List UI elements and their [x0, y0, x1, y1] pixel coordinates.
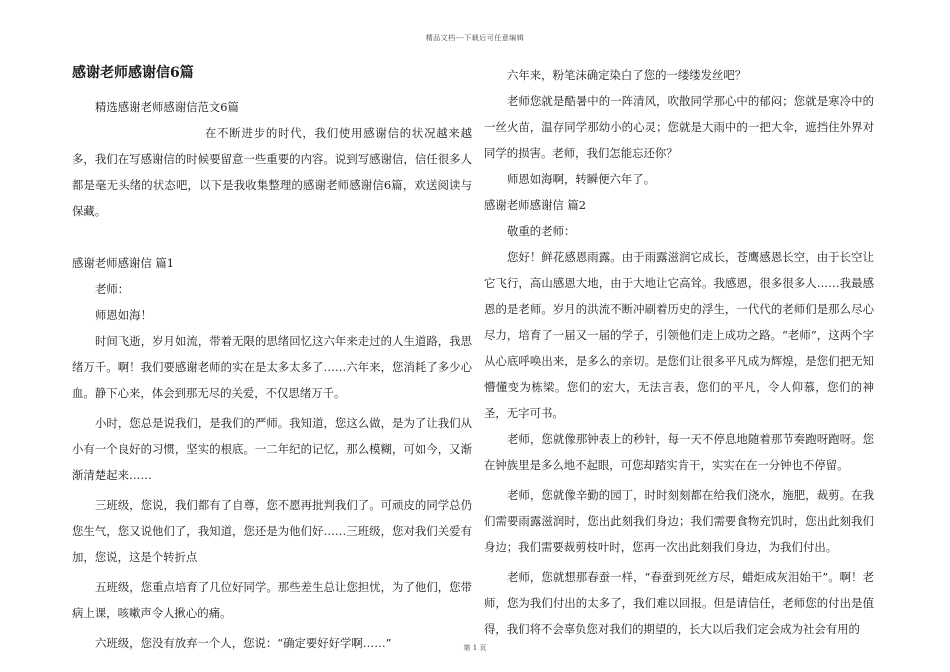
intro-paragraph: 在不断进步的时代，我们使用感谢信的状况越来越多，我们在写感谢信的时候要留意一些重要的内容。说到写感谢信，信任很多人都是毫无头绪的状态吧，以下是我收集整理的感谢老师感谢信6篇，欢送阅读与保藏。 [72, 126, 472, 218]
right-column [484, 62, 874, 642]
paragraph: 老师，您就像那钟表上的秒针，每一天不停息地随着那节奏跑呀跑呀。您在钟族里是多么地不起眼，可您却踏实肯干，实实在在一分钟也不停留。 [484, 432, 874, 472]
paragraph: 六班级，您没有放弃一个人，您说：“确定要好好学啊……” [95, 636, 392, 650]
paragraph: 老师，您就想那春蚕一样，“春蚕到死丝方尽，蜡炬成灰泪始干”。啊！老师，您为我们付出的太多了，我们难以回报。但是请信任，老师您的付出是值得，我们将不会辜负您对我们的期望的，长大以后我们定会成为社会有用的 [484, 570, 874, 636]
paragraph: 三班级，您说，我们都有了自尊，您不愿再批判我们了。可顽皮的同学总仍您生气，您又说他们了，我知道，您还是为他们好……三班级，您对我们关爱有加，您说，这是个转折点 [72, 498, 472, 564]
paragraph: 师恩如海啊，转瞬便六年了。 [507, 172, 656, 186]
page-header: 精品文档---下载后可任意编辑 [425, 34, 525, 42]
salutation: 敬重的老师： [507, 224, 576, 238]
paragraph: 时间飞逝，岁月如流，带着无限的思绪回忆这六年来走过的人生道路，我思绪万千。啊！我们要感谢老师的实在是太多太多了……六年来，您消耗了多少心血。静下心来，体会到那无尽的关爱，不仅思绪万千。 [72, 334, 472, 400]
paragraph: 您好！鲜花感恩雨露。由于雨露滋润它成长，苍鹰感恩长空，由于长空让它飞行，高山感恩大地，由于大地让它高耸。我感恩，很多很多人……我最感恩的是老师。岁月的洪流不断冲刷着历史的浮生，一代代的老师们是那么尽心尽力，培育了一届又一届的学子，引领他们走上成功之路。“老师”，这两个字从心底呼唤出来，是多么的亲切。是您们让很多平凡成为辉煌，是您们把无知懵懂变为栋梁。您们的宏大，无法言表，您们的平凡，令人仰慕，您们的神圣，无字可书。 [484, 250, 874, 420]
salutation: 老师： [95, 282, 130, 296]
document-title: 感谢老师感谢信6篇 [72, 65, 194, 81]
page-number: 第 1 页 [463, 644, 487, 652]
paragraph: 五班级，您重点培育了几位好同学。那些差生总让您担忧，为了他们，您带病上课，咳嗽声令人揪心的痛。 [72, 580, 472, 620]
paragraph: 六年来，粉笔沫确定染白了您的一缕缕发丝吧？ [507, 68, 747, 82]
paragraph: 小时，您总是说我们，是我们的严师。我知道，您这么做，是为了让我们从小有一个良好的习惯，坚实的根底。一二年纪的记忆，那么模糊，可如今，又渐渐清楚起来…… [72, 416, 472, 482]
paragraph: 师恩如海！ [95, 308, 152, 322]
left-column [72, 62, 472, 656]
subtitle: 精选感谢老师感谢信范文6篇 [95, 100, 239, 114]
section-heading-2: 感谢老师感谢信 篇2 [484, 198, 586, 212]
section-heading-1: 感谢老师感谢信 篇1 [72, 256, 174, 270]
paragraph: 老师，您就像辛勤的园丁，时时刻刻都在给我们浇水，施肥，裁剪。在我们需要雨露滋润时，您出此刻我们身边；我们需要食物充饥时，您出此刻我们身边；我们需要裁剪枝叶时，您再一次出此刻我们身边，为我们付出。 [484, 488, 874, 554]
paragraph: 老师您就是酷暑中的一阵清风，吹散同学那心中的郁闷；您就是寒冷中的一丝火苗，温存同学那幼小的心灵；您就是大雨中的一把大伞，遮挡住外界对同学的损害。老师，我们怎能忘还你？ [484, 94, 874, 160]
